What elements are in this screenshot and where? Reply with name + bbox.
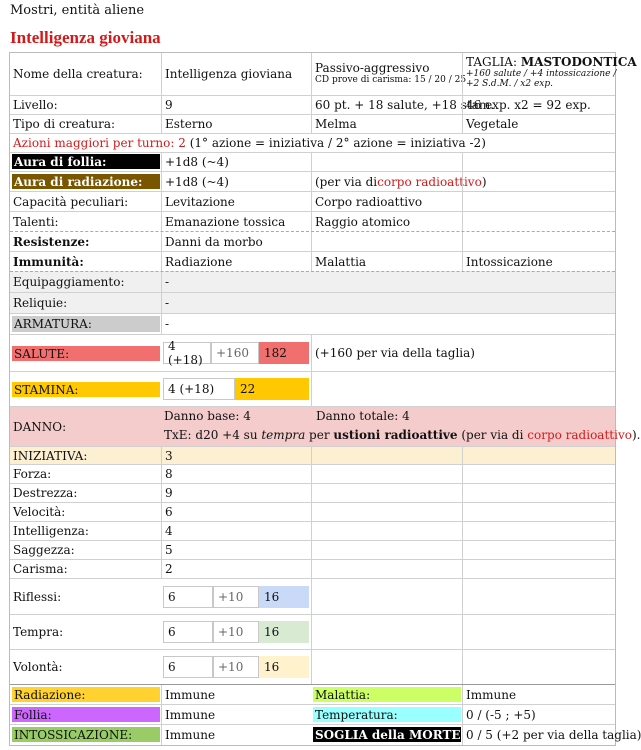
actions-label: Azioni maggiori per turno:	[13, 136, 175, 150]
txe-text: TxE: d20 +4 su	[164, 428, 262, 442]
actions-cell	[10, 134, 615, 152]
empty-cell	[462, 650, 615, 684]
ability-2: Corpo radioattivo	[311, 192, 462, 211]
save-base: 6	[163, 621, 213, 643]
empty-cell	[462, 615, 615, 649]
radiation-aura-label: Aura di radiazione:	[12, 174, 160, 189]
health-base: 4 (+18)	[163, 342, 211, 364]
empty-cell	[462, 172, 615, 191]
stat-row	[10, 502, 615, 521]
stat-label: Carisma:	[13, 562, 68, 576]
empty-cell	[311, 560, 462, 578]
relics-row	[10, 292, 615, 313]
empty-cell	[462, 541, 615, 559]
relics-label: Reliquie:	[13, 296, 68, 310]
save-bonus: +10	[213, 586, 259, 608]
header-row	[10, 53, 637, 95]
damage-total: Danno totale: 4	[316, 409, 410, 423]
breadcrumb: Mostri, entità aliene	[10, 3, 145, 18]
empty-cell	[462, 579, 615, 614]
health-total: 182	[259, 342, 309, 364]
temperature-value: 0 / (-5 ; +5)	[462, 705, 615, 724]
initiative-value: 3	[161, 447, 311, 464]
radioactive-body-link[interactable]: corpo radioattivo	[527, 428, 632, 442]
empty-cell	[462, 447, 615, 464]
death-threshold-value: 0 / 5 (+2 per via della taglia)	[462, 725, 615, 745]
empty-cell	[311, 484, 462, 502]
empty-cell	[462, 212, 615, 231]
stat-row	[10, 521, 615, 540]
stat-label: Destrezza:	[13, 486, 78, 500]
radioactive-body-link[interactable]: corpo radioattivo	[377, 174, 482, 189]
armor-value: -	[161, 314, 311, 334]
empty-cell	[311, 372, 615, 406]
save-row-reflex	[10, 578, 615, 614]
creature-sheet	[9, 52, 641, 746]
txe-text: (per via di	[457, 428, 528, 442]
damage-row	[10, 406, 641, 446]
radiation-label: Radiazione:	[12, 687, 160, 702]
radiation-aura-value: +1d8 (~4)	[161, 172, 311, 191]
actions-note: (1° azione = iniziativa / 2° azione = iniziativa -2)	[189, 136, 486, 150]
txe-text: per	[305, 428, 334, 442]
stat-value: 4	[161, 522, 311, 540]
type-value-2: Melma	[311, 115, 462, 133]
armor-row	[10, 313, 615, 334]
intox-value: Immune	[161, 725, 311, 745]
stat-row	[10, 540, 615, 559]
empty-cell	[462, 560, 615, 578]
empty-cell	[311, 615, 462, 649]
empty-cell	[311, 579, 462, 614]
empty-cell	[311, 447, 462, 464]
health-label: SALUTE:	[12, 346, 160, 361]
save-row-fortitude	[10, 614, 615, 649]
stat-row	[10, 559, 615, 578]
stat-value: 8	[161, 465, 311, 483]
stat-row	[10, 483, 615, 502]
save-bonus: +10	[213, 656, 259, 678]
stat-value: 9	[161, 484, 311, 502]
save-label: Volontà:	[13, 660, 63, 674]
radiation-aura-note	[311, 172, 487, 191]
disease-label: Malattia:	[313, 687, 461, 702]
intox-label: INTOSSICAZIONE:	[12, 727, 160, 742]
disease-value: Immune	[462, 685, 615, 704]
empty-cell	[311, 541, 462, 559]
radiation-value: Immune	[161, 685, 311, 704]
immunities-label: Immunità:	[13, 254, 84, 269]
size-cell	[462, 53, 637, 95]
empty-cell	[462, 192, 615, 211]
stat-value: 6	[161, 503, 311, 521]
note-text: )	[481, 174, 487, 189]
level-points: 60 pt. + 18 salute, +18 stam.	[311, 96, 462, 114]
resistances-label: Resistenze:	[13, 234, 90, 249]
abilities-label: Capacità peculiari:	[13, 194, 129, 209]
stat-label: Saggezza:	[13, 543, 75, 557]
immunity-3: Intossicazione	[462, 252, 615, 271]
damage-label: DANNO:	[13, 419, 67, 434]
type-value-1: Esterno	[161, 115, 311, 133]
madness-value: Immune	[161, 705, 311, 724]
txe-text: ustioni radioattive	[333, 428, 458, 442]
resistances-row	[10, 231, 615, 251]
talents-row	[10, 211, 615, 231]
empty-cell	[462, 503, 615, 521]
empty-cell	[311, 153, 462, 171]
ability-1: Levitazione	[161, 192, 311, 211]
death-threshold-label: SOGLIA della MORTE:	[315, 727, 466, 742]
equipment-label: Equipaggiamento:	[13, 275, 125, 289]
page-title: Intelligenza gioviana	[10, 28, 161, 47]
save-bonus: +10	[213, 621, 259, 643]
save-base: 6	[163, 656, 213, 678]
stat-value: 5	[161, 541, 311, 559]
save-label: Tempra:	[13, 625, 64, 639]
equipment-value: -	[161, 272, 311, 292]
save-base: 6	[163, 586, 213, 608]
size-label: TAGLIA:	[466, 55, 521, 69]
armor-label: ARMATURA:	[12, 316, 160, 332]
empty-cell	[311, 503, 462, 521]
txe-text: tempra	[261, 428, 306, 442]
stat-label: Forza:	[13, 467, 52, 481]
size-note-2: +2 S.d.M. / x2 exp.	[466, 79, 553, 89]
immunity-1: Radiazione	[161, 252, 311, 271]
empty-cell	[462, 465, 615, 483]
stat-label: Intelligenza:	[13, 524, 89, 538]
condition-row	[10, 684, 615, 704]
condition-row	[10, 704, 615, 724]
talents-label: Talenti:	[13, 214, 59, 229]
empty-cell	[311, 522, 462, 540]
behavior-cell	[311, 53, 467, 95]
stamina-row	[10, 371, 615, 406]
empty-cell	[311, 650, 462, 684]
immunity-2: Malattia	[311, 252, 462, 271]
actions-row	[10, 133, 615, 152]
talent-1: Emanazione tossica	[161, 212, 311, 231]
size-note-1: +160 salute / +4 intossicazione /	[466, 69, 617, 79]
cd-text: CD prove di carisma: 15 / 20 / 25	[315, 75, 467, 85]
madness-aura-value: +1d8 (~4)	[161, 153, 311, 171]
talent-2: Raggio atomico	[311, 212, 462, 231]
name-value: Intelligenza gioviana	[161, 53, 311, 95]
stamina-total: 22	[235, 378, 309, 400]
type-row	[10, 114, 615, 133]
madness-aura-row	[10, 152, 615, 171]
abilities-row	[10, 191, 615, 211]
save-label: Riflessi:	[13, 589, 62, 604]
condition-row	[10, 724, 641, 745]
health-row	[10, 334, 615, 371]
stamina-base: 4 (+18)	[163, 378, 235, 400]
temperature-label: Temperatura:	[313, 707, 461, 722]
damage-txe	[164, 428, 640, 442]
actions-count: 2	[178, 136, 186, 150]
note-text: (per via di	[315, 174, 378, 189]
level-label: Livello:	[13, 98, 58, 112]
name-label: Nome della creatura:	[13, 67, 143, 81]
radiation-aura-row	[10, 171, 615, 191]
behavior-text: Passivo-aggressivo	[315, 61, 430, 75]
initiative-row	[10, 446, 615, 464]
health-bonus: +160	[211, 342, 259, 364]
stat-row	[10, 464, 615, 483]
type-label: Tipo di creatura:	[13, 117, 116, 131]
type-value-3: Vegetale	[462, 115, 615, 133]
empty-cell	[311, 465, 462, 483]
health-note: (+160 per via della taglia)	[311, 335, 615, 371]
level-row	[10, 95, 615, 114]
empty-cell	[462, 153, 615, 171]
level-exp: 46 exp. x2 = 92 exp.	[462, 96, 615, 114]
save-row-will	[10, 649, 615, 684]
save-total: 16	[259, 621, 309, 643]
empty-cell	[462, 522, 615, 540]
madness-label: Follia:	[12, 707, 160, 722]
relics-value: -	[161, 293, 311, 313]
immunities-row	[10, 251, 615, 271]
stamina-label: STAMINA:	[12, 382, 160, 397]
size-value: MASTODONTICA	[520, 55, 637, 69]
madness-aura-label: Aura di follia:	[12, 154, 160, 169]
save-total: 16	[259, 586, 309, 608]
txe-text: ).	[631, 428, 641, 442]
save-total: 16	[259, 656, 309, 678]
damage-base: Danno base: 4	[164, 409, 251, 423]
stat-value: 2	[161, 560, 311, 578]
empty-cell	[311, 232, 462, 251]
resistances-value: Danni da morbo	[161, 232, 311, 251]
empty-cell	[462, 484, 615, 502]
level-value: 9	[161, 96, 311, 114]
stat-label: Velocità:	[13, 505, 66, 519]
initiative-label: INIZIATIVA:	[13, 448, 88, 463]
equipment-row	[10, 271, 615, 292]
empty-cell	[462, 232, 615, 251]
